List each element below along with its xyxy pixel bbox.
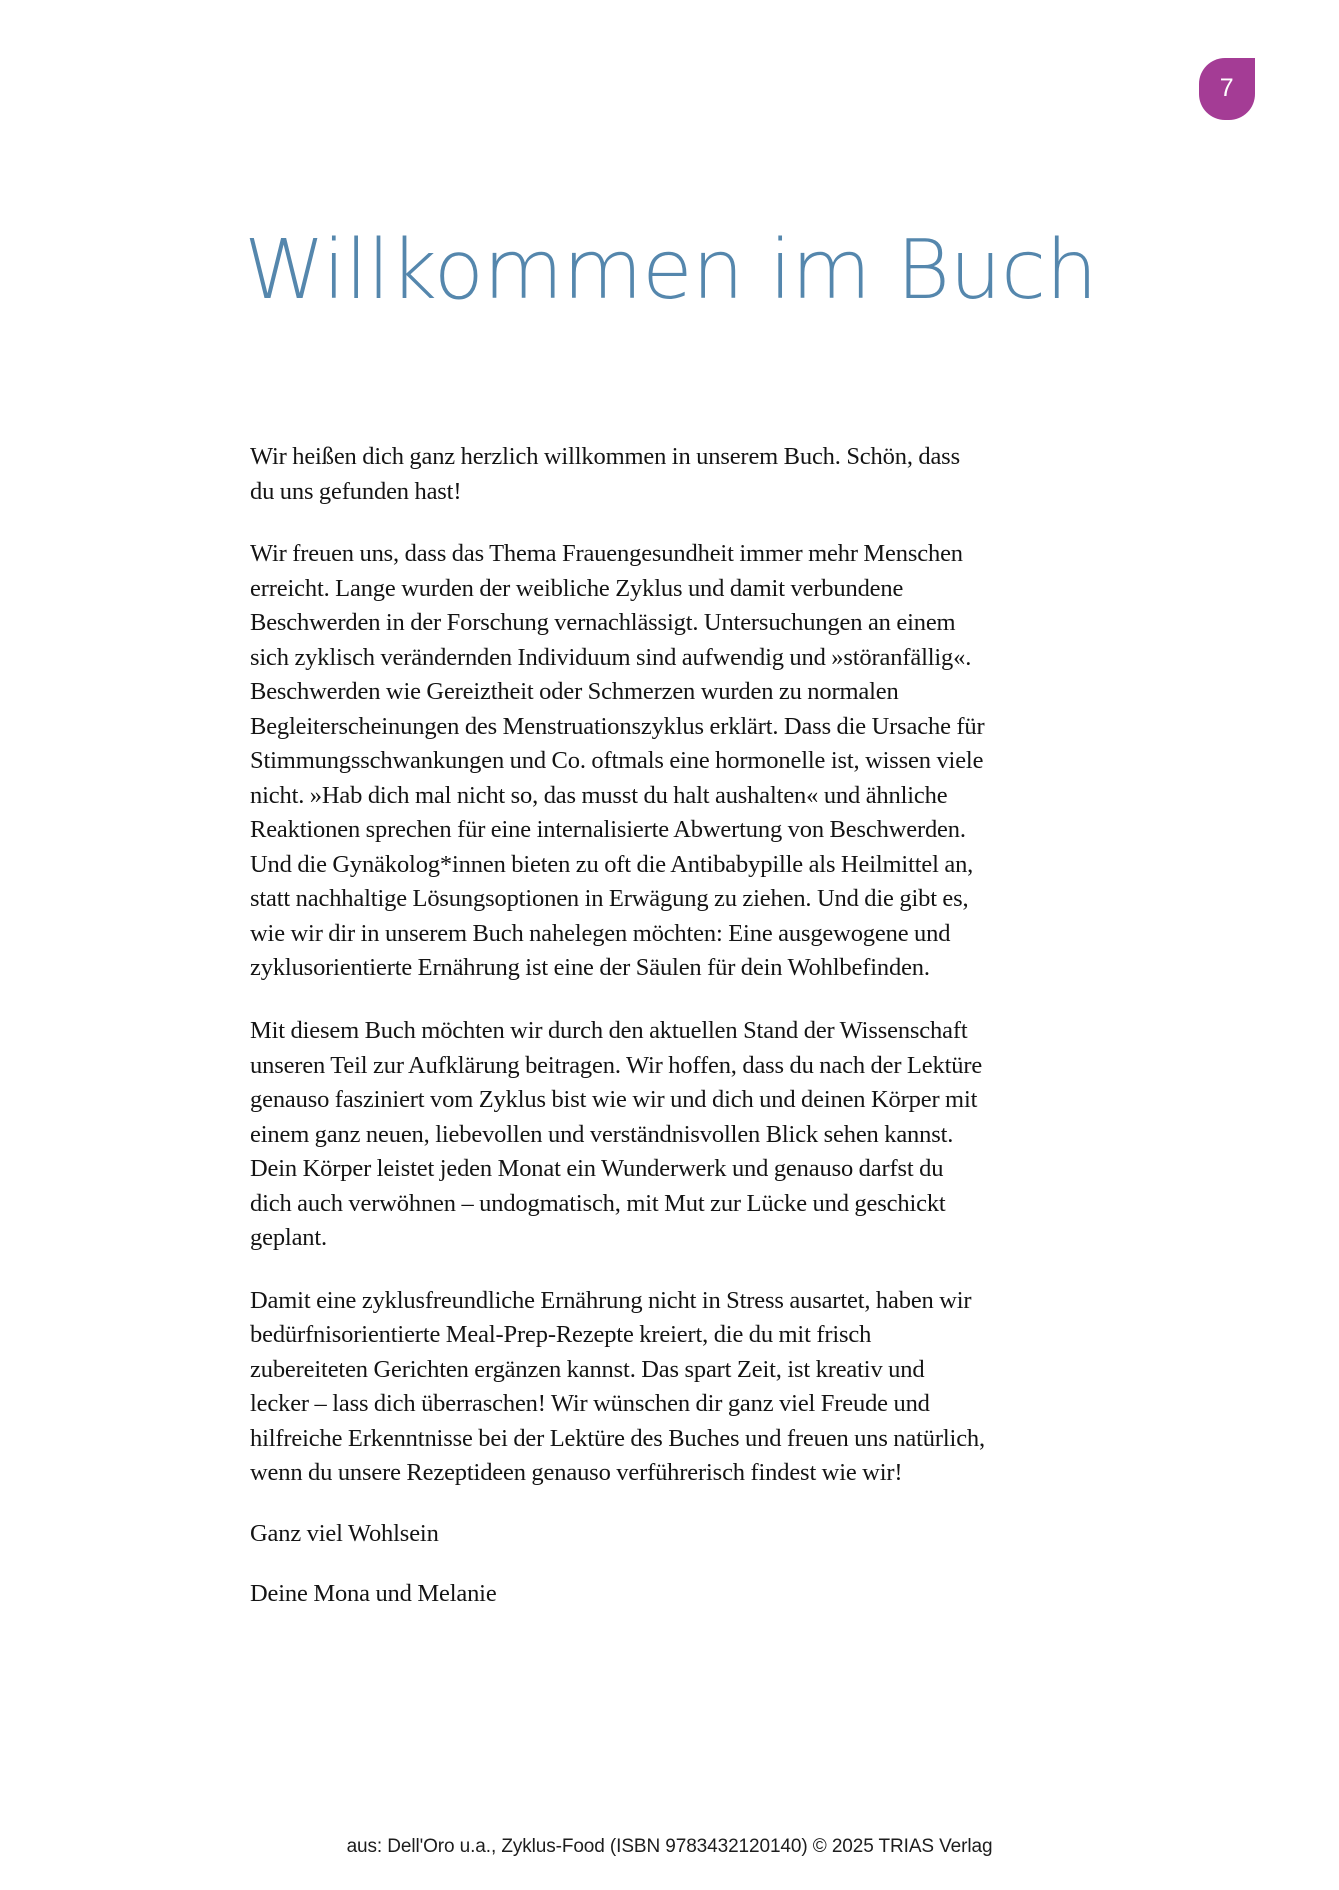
paragraph-3: Mit diesem Buch möchten wir durch den aktuellen Stand der Wissenschaft unseren Teil zur Aufklärung beitragen. Wir hoffen, dass du nach der Lektüre genauso fasziniert vom Zyklus bist wie wir und dich und deinen Körper mit einem ganz neuen, liebevollen und verständnisvollen Blick sehen kannst. Dein Körper leistet jeden Monat ein Wunderwerk und genauso darfst du dich auch verwöhnen – undogmatisch, mit Mut zur Lücke und geschickt geplant. [250, 1016, 983, 1252]
footer-credit: aus: Dell'Oro u.a., Zyklus-Food (ISBN 9783432120140) © 2025 TRIAS Verlag [346, 1836, 993, 1857]
page-title: Willkommen im Buch [244, 222, 1098, 318]
closing-line: Ganz viel Wohlsein [250, 1519, 439, 1547]
paragraph-1: Wir heißen dich ganz herzlich willkommen in unserem Buch. Schön, dass du uns gefunden hast! [250, 443, 960, 505]
body-text-column [250, 440, 985, 1612]
page-number-badge [1199, 58, 1255, 120]
paragraph-2: Wir freuen uns, dass das Thema Frauengesundheit immer mehr Menschen erreicht. Lange wurden der weibliche Zyklus und damit verbundene Beschwerden in der Forschung vernachlässigt. Untersuchungen an einem sich zyklisch verändernden Individuum sind aufwendig und »störanfällig«. Beschwerden wie Gereiztheit oder Schmerzen wurden zu normalen Begleiterscheinungen des Menstruationszyklus erklärt. Dass die Ursache für Stimmungsschwankungen und Co. oftmals eine hormonelle ist, wissen viele nicht. »Hab dich mal nicht so, das musst du halt aushalten« und ähnliche Reaktionen sprechen für eine internalisierte Abwertung von Beschwerden. Und die Gynäkolog*innen bieten zu oft die Antibabypille als Heilmittel an, statt nachhaltige Lösungsoptionen in Erwägung zu ziehen. Und die gibt es, wie wir dir in unserem Buch nahelegen möchten: Eine ausgewogene und zyklusorientierte Ernährung ist eine der Säulen für dein Wohlbefinden. [250, 540, 985, 982]
page-number: 7 [1219, 73, 1235, 102]
paragraph-4: Damit eine zyklusfreundliche Ernährung nicht in Stress ausartet, haben wir bedürfnisorientierte Meal-Prep-Rezepte kreiert, die du mit frisch zubereiteten Gerichten ergänzen kannst. Das spart Zeit, ist kreativ und lecker – lass dich überraschen! Wir wünschen dir ganz viel Freude und hilfreiche Erkenntnisse bei der Lektüre des Buches und freuen uns natürlich, wenn du unsere Rezeptideen genauso verführerisch findest wie wir! [250, 1286, 985, 1487]
signature-line: Deine Mona und Melanie [250, 1580, 497, 1608]
